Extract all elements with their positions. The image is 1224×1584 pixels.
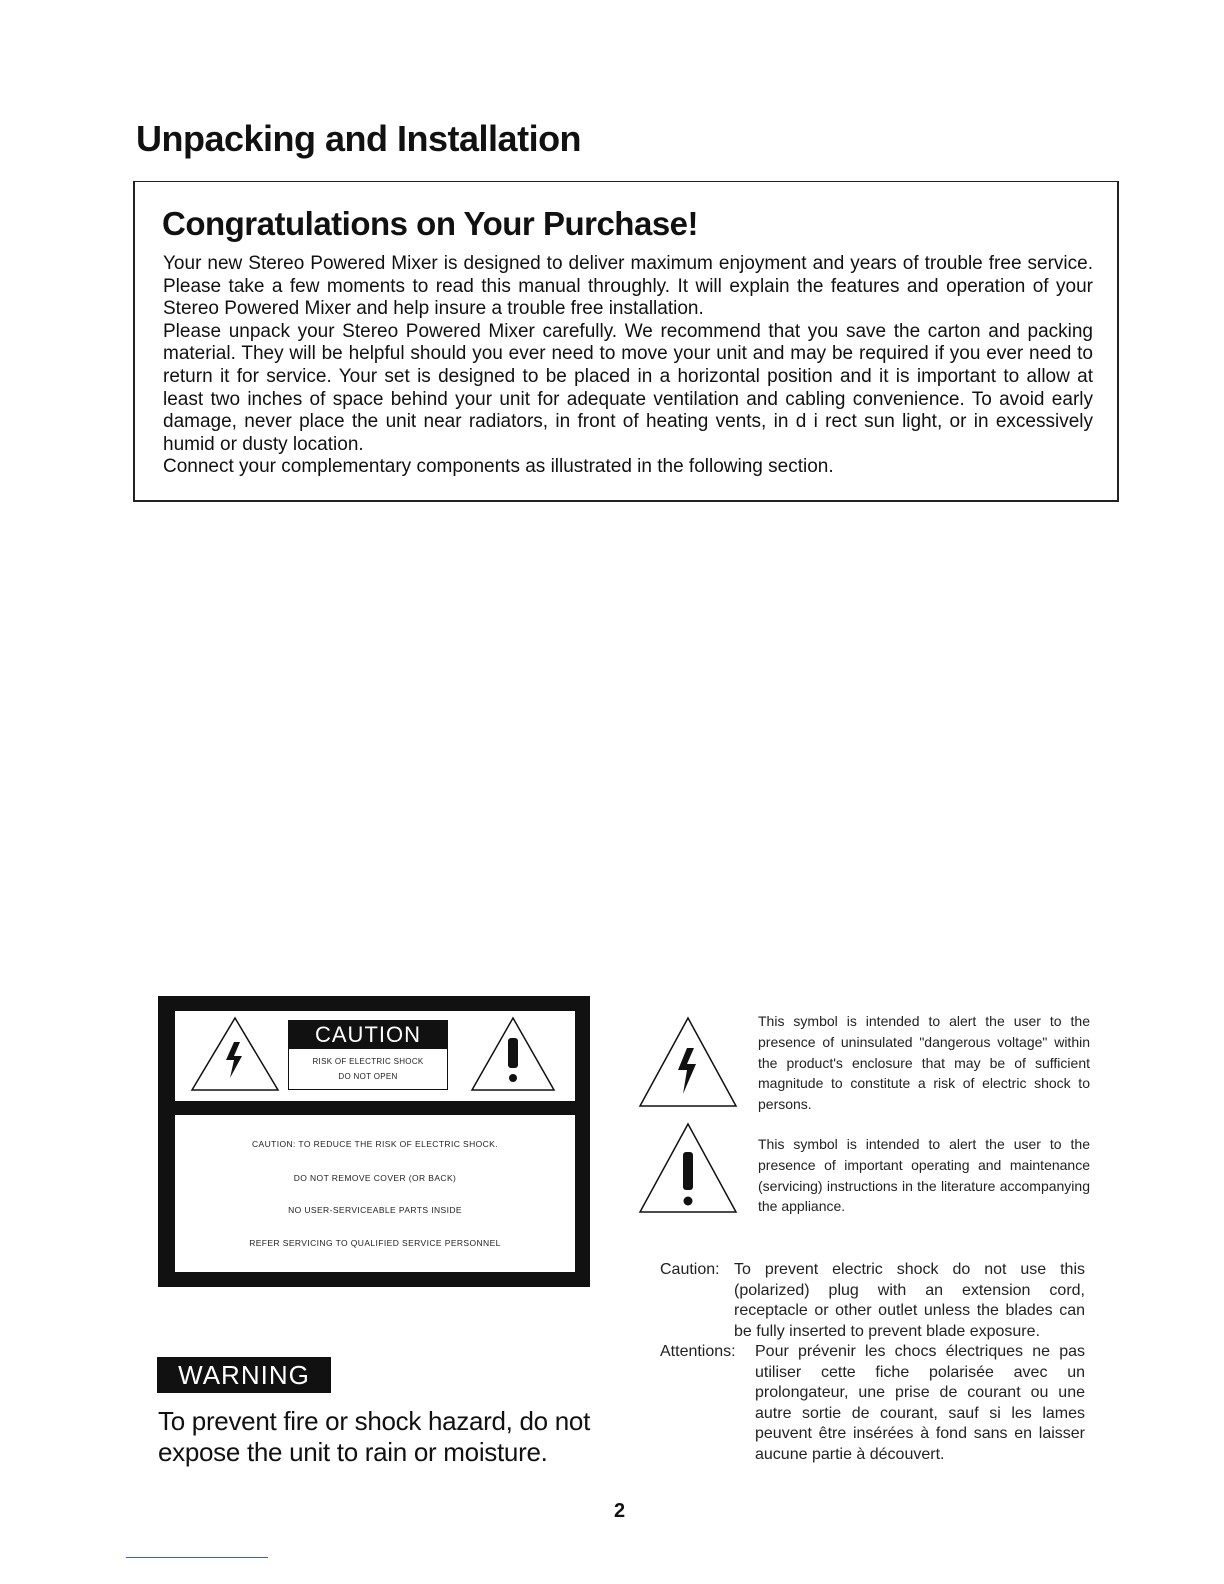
lightning-symbol-icon (638, 1016, 738, 1108)
caution-risk-line: RISK OF ELECTRIC SHOCK (312, 1057, 424, 1066)
caution-do-not-open: DO NOT OPEN (338, 1072, 398, 1081)
exclamation-warning-icon (470, 1016, 556, 1092)
intro-text (163, 253, 1093, 479)
lightning-warning-icon (190, 1016, 280, 1092)
lightning-symbol-text: This symbol is intended to alert the user to the presence of uninsulated "dangerous voltage" within the product's enclosure that may be of sufficient magnitude to constitute a risk of electric shock to persons. (758, 1013, 1090, 1113)
intro-heading: Congratulations on Your Purchase! (162, 205, 699, 242)
caution-note-label: Caution: (660, 1261, 720, 1278)
attentions-note-label: Attentions: (660, 1343, 736, 1360)
intro-paragraph-2: Please unpack your Stereo Powered Mixer carefully. We recommend that you save the carton and packing material. They will be helpful should you ever need to move your unit and may be required if you ever need to return it for service. Your set is designed to be placed in a horizontal position and it is important to allow at least two inches of space behind your unit for adequate ventilation and cabling convenience. To avoid early damage, never place the unit near radiators, in front of heating vents, in d i rect sun light, or in excessively humid or dusty location. (163, 320, 1093, 455)
exclamation-symbol-text: This symbol is intended to alert the user to the presence of important operating and maintenance (servicing) instructions in the literature accompanying the appliance. (758, 1136, 1090, 1215)
attentions-note-text: Pour prévenir les chocs électriques ne pas utiliser cette fiche polarisée avec un prolongateur, une prise de courant ou une autre sortie de courant, sauf si les lames peuvent être insérées à fond sans en laisser aucune partie à découvert. (755, 1343, 1085, 1463)
caution-line: CAUTION: TO REDUCE THE RISK OF ELECTRIC SHOCK. (251, 1139, 499, 1149)
warning-text: To prevent fire or shock hazard, do not expose the unit to rain or moisture. (158, 1406, 590, 1467)
caution-note-text: To prevent electric shock do not use this (polarized) plug with an extension cord, receptacle or other outlet unless the blades can be fully inserted to prevent blade exposure. (734, 1261, 1085, 1340)
caution-line: DO NOT REMOVE COVER (OR BACK) (293, 1173, 457, 1183)
intro-paragraph-1: Your new Stereo Powered Mixer is designed to deliver maximum enjoyment and years of trouble free service. Please take a few moments to read this manual throughly. It will explain the features and operation of your Stereo Powered Mixer and help insure a trouble free installation. (163, 253, 1093, 320)
footer-rule (126, 1557, 268, 1558)
page-number: 2 (614, 1500, 626, 1522)
page-title: Unpacking and Installation (136, 118, 582, 159)
warning-badge: WARNING (157, 1357, 331, 1393)
caution-line: REFER SERVICING TO QUALIFIED SERVICE PERSONNEL (249, 1238, 501, 1248)
intro-paragraph-3: Connect your complementary components as illustrated in the following section. (163, 456, 834, 478)
exclamation-symbol-icon (638, 1122, 738, 1214)
caution-banner: CAUTION (288, 1020, 448, 1049)
caution-line: NO USER-SERVICEABLE PARTS INSIDE (288, 1205, 462, 1215)
